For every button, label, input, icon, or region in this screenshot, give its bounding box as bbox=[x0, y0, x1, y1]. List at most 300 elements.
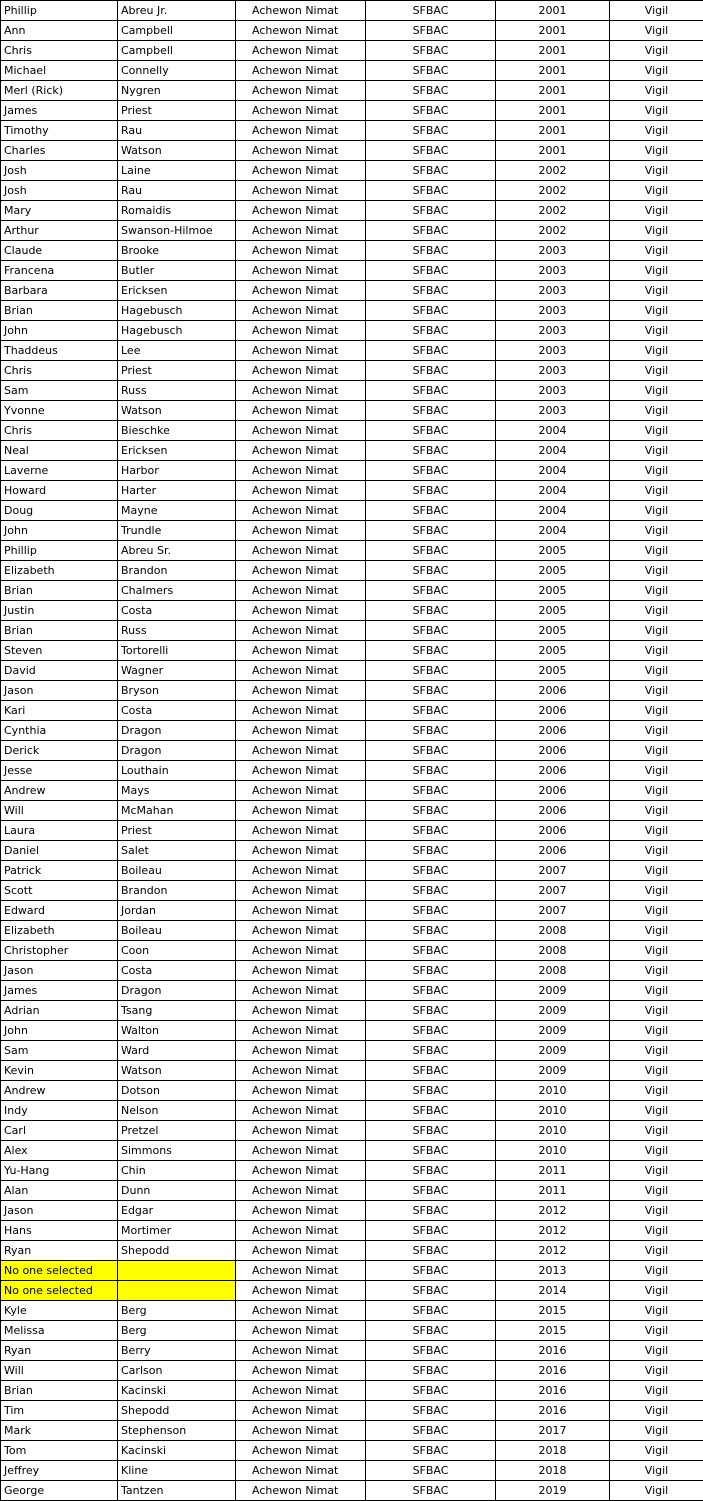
last-name-cell: Harbor bbox=[118, 461, 236, 481]
council-cell: SFBAC bbox=[366, 1461, 496, 1481]
honor-cell: Vigil bbox=[610, 1001, 703, 1021]
first-name-cell: Thaddeus bbox=[1, 341, 118, 361]
council-cell: SFBAC bbox=[366, 721, 496, 741]
table-row bbox=[1, 761, 703, 781]
first-name-cell: David bbox=[1, 661, 118, 681]
first-name-cell: Francena bbox=[1, 261, 118, 281]
first-name-cell: Sam bbox=[1, 381, 118, 401]
honor-cell: Vigil bbox=[610, 21, 703, 41]
table-row bbox=[1, 1241, 703, 1261]
year-cell: 2003 bbox=[496, 241, 610, 261]
first-name-cell: Chris bbox=[1, 41, 118, 61]
table-row bbox=[1, 1301, 703, 1321]
first-name-cell: Adrian bbox=[1, 1001, 118, 1021]
table-row bbox=[1, 1341, 703, 1361]
year-cell: 2004 bbox=[496, 521, 610, 541]
council-cell: SFBAC bbox=[366, 281, 496, 301]
council-cell: SFBAC bbox=[366, 1221, 496, 1241]
table-row bbox=[1, 1, 703, 21]
first-name-cell: Laverne bbox=[1, 461, 118, 481]
honor-cell: Vigil bbox=[610, 301, 703, 321]
council-cell: SFBAC bbox=[366, 141, 496, 161]
last-name-cell: Dotson bbox=[118, 1081, 236, 1101]
year-cell: 2006 bbox=[496, 701, 610, 721]
year-cell: 2002 bbox=[496, 221, 610, 241]
last-name-cell: Boileau bbox=[118, 861, 236, 881]
council-cell: SFBAC bbox=[366, 101, 496, 121]
table-row bbox=[1, 661, 703, 681]
table-row bbox=[1, 1261, 703, 1281]
honor-cell: Vigil bbox=[610, 561, 703, 581]
lodge-cell: Achewon Nimat bbox=[236, 321, 366, 341]
last-name-cell: Chin bbox=[118, 1161, 236, 1181]
council-cell: SFBAC bbox=[366, 941, 496, 961]
last-name-cell: Berg bbox=[118, 1321, 236, 1341]
council-cell: SFBAC bbox=[366, 1381, 496, 1401]
table-row bbox=[1, 1221, 703, 1241]
table-row bbox=[1, 61, 703, 81]
table-row bbox=[1, 1441, 703, 1461]
year-cell: 2006 bbox=[496, 841, 610, 861]
last-name-cell: Russ bbox=[118, 381, 236, 401]
first-name-cell: Brian bbox=[1, 1381, 118, 1401]
lodge-cell: Achewon Nimat bbox=[236, 281, 366, 301]
last-name-cell: Brooke bbox=[118, 241, 236, 261]
honor-cell: Vigil bbox=[610, 361, 703, 381]
last-name-cell: Rau bbox=[118, 181, 236, 201]
last-name-cell: Shepodd bbox=[118, 1241, 236, 1261]
table-row bbox=[1, 641, 703, 661]
last-name-cell: Tsang bbox=[118, 1001, 236, 1021]
year-cell: 2006 bbox=[496, 761, 610, 781]
lodge-cell: Achewon Nimat bbox=[236, 141, 366, 161]
year-cell: 2001 bbox=[496, 101, 610, 121]
table-row bbox=[1, 581, 703, 601]
year-cell: 2001 bbox=[496, 141, 610, 161]
last-name-cell: Wagner bbox=[118, 661, 236, 681]
year-cell: 2004 bbox=[496, 461, 610, 481]
table-row bbox=[1, 261, 703, 281]
last-name-cell: Salet bbox=[118, 841, 236, 861]
council-cell: SFBAC bbox=[366, 961, 496, 981]
lodge-cell: Achewon Nimat bbox=[236, 1321, 366, 1341]
table-row bbox=[1, 1001, 703, 1021]
year-cell: 2005 bbox=[496, 641, 610, 661]
first-name-cell: Arthur bbox=[1, 221, 118, 241]
last-name-cell: Berg bbox=[118, 1301, 236, 1321]
year-cell: 2015 bbox=[496, 1301, 610, 1321]
year-cell: 2009 bbox=[496, 981, 610, 1001]
honor-cell: Vigil bbox=[610, 261, 703, 281]
first-name-cell: James bbox=[1, 981, 118, 1001]
last-name-cell bbox=[118, 1261, 236, 1281]
last-name-cell: Stephenson bbox=[118, 1421, 236, 1441]
last-name-cell: Trundle bbox=[118, 521, 236, 541]
first-name-cell: John bbox=[1, 321, 118, 341]
last-name-cell: Louthain bbox=[118, 761, 236, 781]
first-name-cell: Jesse bbox=[1, 761, 118, 781]
honor-cell: Vigil bbox=[610, 1441, 703, 1461]
council-cell: SFBAC bbox=[366, 841, 496, 861]
year-cell: 2004 bbox=[496, 421, 610, 441]
last-name-cell: Brandon bbox=[118, 881, 236, 901]
year-cell: 2010 bbox=[496, 1141, 610, 1161]
lodge-cell: Achewon Nimat bbox=[236, 961, 366, 981]
lodge-cell: Achewon Nimat bbox=[236, 1181, 366, 1201]
lodge-cell: Achewon Nimat bbox=[236, 1481, 366, 1501]
first-name-cell: Yu-Hang bbox=[1, 1161, 118, 1181]
honor-cell: Vigil bbox=[610, 181, 703, 201]
last-name-cell: Laine bbox=[118, 161, 236, 181]
first-name-cell: Andrew bbox=[1, 1081, 118, 1101]
first-name-cell: Michael bbox=[1, 61, 118, 81]
year-cell: 2004 bbox=[496, 501, 610, 521]
honor-cell: Vigil bbox=[610, 161, 703, 181]
council-cell: SFBAC bbox=[366, 881, 496, 901]
year-cell: 2013 bbox=[496, 1261, 610, 1281]
year-cell: 2005 bbox=[496, 601, 610, 621]
honor-cell: Vigil bbox=[610, 661, 703, 681]
council-cell: SFBAC bbox=[366, 161, 496, 181]
table-row bbox=[1, 1321, 703, 1341]
first-name-cell: Mary bbox=[1, 201, 118, 221]
lodge-cell: Achewon Nimat bbox=[236, 61, 366, 81]
lodge-cell: Achewon Nimat bbox=[236, 21, 366, 41]
year-cell: 2011 bbox=[496, 1181, 610, 1201]
lodge-cell: Achewon Nimat bbox=[236, 941, 366, 961]
lodge-cell: Achewon Nimat bbox=[236, 1201, 366, 1221]
last-name-cell: Campbell bbox=[118, 21, 236, 41]
table-row bbox=[1, 861, 703, 881]
first-name-cell: Brian bbox=[1, 301, 118, 321]
year-cell: 2009 bbox=[496, 1021, 610, 1041]
honor-cell: Vigil bbox=[610, 921, 703, 941]
council-cell: SFBAC bbox=[366, 321, 496, 341]
council-cell: SFBAC bbox=[366, 1341, 496, 1361]
table-row bbox=[1, 901, 703, 921]
table-row bbox=[1, 601, 703, 621]
year-cell: 2005 bbox=[496, 621, 610, 641]
lodge-cell: Achewon Nimat bbox=[236, 1241, 366, 1261]
table-row bbox=[1, 921, 703, 941]
first-name-cell: Claude bbox=[1, 241, 118, 261]
table-row bbox=[1, 501, 703, 521]
table-row bbox=[1, 1461, 703, 1481]
honor-cell: Vigil bbox=[610, 1341, 703, 1361]
lodge-cell: Achewon Nimat bbox=[236, 821, 366, 841]
council-cell: SFBAC bbox=[366, 1261, 496, 1281]
honor-cell: Vigil bbox=[610, 41, 703, 61]
last-name-cell: Harter bbox=[118, 481, 236, 501]
table-row bbox=[1, 1141, 703, 1161]
honor-cell: Vigil bbox=[610, 741, 703, 761]
honor-cell: Vigil bbox=[610, 121, 703, 141]
honor-cell: Vigil bbox=[610, 1361, 703, 1381]
council-cell: SFBAC bbox=[366, 981, 496, 1001]
table-row bbox=[1, 21, 703, 41]
lodge-cell: Achewon Nimat bbox=[236, 1401, 366, 1421]
council-cell: SFBAC bbox=[366, 1241, 496, 1261]
lodge-cell: Achewon Nimat bbox=[236, 861, 366, 881]
last-name-cell: Butler bbox=[118, 261, 236, 281]
council-cell: SFBAC bbox=[366, 421, 496, 441]
table-row bbox=[1, 321, 703, 341]
council-cell: SFBAC bbox=[366, 1021, 496, 1041]
first-name-cell: James bbox=[1, 101, 118, 121]
council-cell: SFBAC bbox=[366, 601, 496, 621]
table-row bbox=[1, 101, 703, 121]
council-cell: SFBAC bbox=[366, 1041, 496, 1061]
honor-cell: Vigil bbox=[610, 681, 703, 701]
council-cell: SFBAC bbox=[366, 1181, 496, 1201]
first-name-cell: Will bbox=[1, 801, 118, 821]
first-name-cell: Brian bbox=[1, 581, 118, 601]
lodge-cell: Achewon Nimat bbox=[236, 1141, 366, 1161]
first-name-cell: Josh bbox=[1, 161, 118, 181]
honor-cell: Vigil bbox=[610, 1, 703, 21]
last-name-cell: Watson bbox=[118, 1061, 236, 1081]
lodge-cell: Achewon Nimat bbox=[236, 241, 366, 261]
first-name-cell: George bbox=[1, 1481, 118, 1501]
honor-cell: Vigil bbox=[610, 961, 703, 981]
lodge-cell: Achewon Nimat bbox=[236, 881, 366, 901]
first-name-cell: Kari bbox=[1, 701, 118, 721]
lodge-cell: Achewon Nimat bbox=[236, 161, 366, 181]
honor-cell: Vigil bbox=[610, 61, 703, 81]
table-row bbox=[1, 281, 703, 301]
year-cell: 2008 bbox=[496, 941, 610, 961]
council-cell: SFBAC bbox=[366, 1441, 496, 1461]
table-row bbox=[1, 241, 703, 261]
honor-cell: Vigil bbox=[610, 241, 703, 261]
last-name-cell: Abreu Sr. bbox=[118, 541, 236, 561]
first-name-cell: Justin bbox=[1, 601, 118, 621]
last-name-cell: Pretzel bbox=[118, 1121, 236, 1141]
year-cell: 2018 bbox=[496, 1461, 610, 1481]
council-cell: SFBAC bbox=[366, 361, 496, 381]
last-name-cell: Abreu Jr. bbox=[118, 1, 236, 21]
year-cell: 2005 bbox=[496, 581, 610, 601]
year-cell: 2001 bbox=[496, 61, 610, 81]
year-cell: 2010 bbox=[496, 1101, 610, 1121]
last-name-cell: Watson bbox=[118, 401, 236, 421]
lodge-cell: Achewon Nimat bbox=[236, 1381, 366, 1401]
table-row bbox=[1, 421, 703, 441]
last-name-cell: Costa bbox=[118, 961, 236, 981]
council-cell: SFBAC bbox=[366, 81, 496, 101]
table-row bbox=[1, 401, 703, 421]
council-cell: SFBAC bbox=[366, 761, 496, 781]
year-cell: 2005 bbox=[496, 661, 610, 681]
first-name-cell: Brian bbox=[1, 621, 118, 641]
council-cell: SFBAC bbox=[366, 341, 496, 361]
table-row bbox=[1, 141, 703, 161]
honor-cell: Vigil bbox=[610, 701, 703, 721]
table-row bbox=[1, 1201, 703, 1221]
honor-cell: Vigil bbox=[610, 341, 703, 361]
lodge-cell: Achewon Nimat bbox=[236, 41, 366, 61]
council-cell: SFBAC bbox=[366, 301, 496, 321]
lodge-cell: Achewon Nimat bbox=[236, 261, 366, 281]
first-name-cell: Alan bbox=[1, 1181, 118, 1201]
lodge-cell: Achewon Nimat bbox=[236, 1041, 366, 1061]
council-cell: SFBAC bbox=[366, 701, 496, 721]
table-row bbox=[1, 41, 703, 61]
honor-cell: Vigil bbox=[610, 1141, 703, 1161]
council-cell: SFBAC bbox=[366, 1101, 496, 1121]
year-cell: 2006 bbox=[496, 821, 610, 841]
council-cell: SFBAC bbox=[366, 381, 496, 401]
last-name-cell: Watson bbox=[118, 141, 236, 161]
table-row bbox=[1, 341, 703, 361]
first-name-cell: Kevin bbox=[1, 1061, 118, 1081]
table-row bbox=[1, 1021, 703, 1041]
council-cell: SFBAC bbox=[366, 581, 496, 601]
first-name-cell: Kyle bbox=[1, 1301, 118, 1321]
table-row bbox=[1, 1121, 703, 1141]
council-cell: SFBAC bbox=[366, 901, 496, 921]
last-name-cell: Priest bbox=[118, 821, 236, 841]
lodge-cell: Achewon Nimat bbox=[236, 1441, 366, 1461]
council-cell: SFBAC bbox=[366, 621, 496, 641]
council-cell: SFBAC bbox=[366, 461, 496, 481]
council-cell: SFBAC bbox=[366, 641, 496, 661]
council-cell: SFBAC bbox=[366, 1481, 496, 1501]
honor-cell: Vigil bbox=[610, 601, 703, 621]
lodge-cell: Achewon Nimat bbox=[236, 621, 366, 641]
lodge-cell: Achewon Nimat bbox=[236, 401, 366, 421]
table-row bbox=[1, 1101, 703, 1121]
first-name-cell: Phillip bbox=[1, 541, 118, 561]
lodge-cell: Achewon Nimat bbox=[236, 1001, 366, 1021]
first-name-cell: Tom bbox=[1, 1441, 118, 1461]
council-cell: SFBAC bbox=[366, 1141, 496, 1161]
year-cell: 2008 bbox=[496, 921, 610, 941]
council-cell: SFBAC bbox=[366, 181, 496, 201]
first-name-cell: Steven bbox=[1, 641, 118, 661]
last-name-cell: Dragon bbox=[118, 981, 236, 1001]
council-cell: SFBAC bbox=[366, 1001, 496, 1021]
lodge-cell: Achewon Nimat bbox=[236, 81, 366, 101]
year-cell: 2016 bbox=[496, 1381, 610, 1401]
last-name-cell: Mays bbox=[118, 781, 236, 801]
table-row bbox=[1, 181, 703, 201]
honor-cell: Vigil bbox=[610, 421, 703, 441]
council-cell: SFBAC bbox=[366, 501, 496, 521]
honor-cell: Vigil bbox=[610, 221, 703, 241]
first-name-cell: Jason bbox=[1, 681, 118, 701]
first-name-cell: Cynthia bbox=[1, 721, 118, 741]
honor-cell: Vigil bbox=[610, 781, 703, 801]
last-name-cell: Chalmers bbox=[118, 581, 236, 601]
table-row bbox=[1, 621, 703, 641]
honor-cell: Vigil bbox=[610, 1301, 703, 1321]
council-cell: SFBAC bbox=[366, 681, 496, 701]
first-name-cell: Barbara bbox=[1, 281, 118, 301]
honor-cell: Vigil bbox=[610, 1321, 703, 1341]
honor-cell: Vigil bbox=[610, 321, 703, 341]
honor-cell: Vigil bbox=[610, 801, 703, 821]
council-cell: SFBAC bbox=[366, 441, 496, 461]
table-row bbox=[1, 541, 703, 561]
last-name-cell: Brandon bbox=[118, 561, 236, 581]
year-cell: 2003 bbox=[496, 381, 610, 401]
honor-cell: Vigil bbox=[610, 641, 703, 661]
table-body bbox=[1, 1, 703, 1501]
year-cell: 2009 bbox=[496, 1061, 610, 1081]
year-cell: 2018 bbox=[496, 1441, 610, 1461]
honor-cell: Vigil bbox=[610, 1061, 703, 1081]
honor-cell: Vigil bbox=[610, 441, 703, 461]
honor-cell: Vigil bbox=[610, 281, 703, 301]
lodge-cell: Achewon Nimat bbox=[236, 1081, 366, 1101]
year-cell: 2019 bbox=[496, 1481, 610, 1501]
council-cell: SFBAC bbox=[366, 1281, 496, 1301]
last-name-cell: Costa bbox=[118, 701, 236, 721]
council-cell: SFBAC bbox=[366, 781, 496, 801]
last-name-cell: Lee bbox=[118, 341, 236, 361]
honor-cell: Vigil bbox=[610, 101, 703, 121]
honor-cell: Vigil bbox=[610, 1121, 703, 1141]
lodge-cell: Achewon Nimat bbox=[236, 341, 366, 361]
year-cell: 2011 bbox=[496, 1161, 610, 1181]
lodge-cell: Achewon Nimat bbox=[236, 901, 366, 921]
first-name-cell: John bbox=[1, 1021, 118, 1041]
honor-cell: Vigil bbox=[610, 381, 703, 401]
table-row bbox=[1, 821, 703, 841]
lodge-cell: Achewon Nimat bbox=[236, 1361, 366, 1381]
year-cell: 2003 bbox=[496, 401, 610, 421]
first-name-cell: Chris bbox=[1, 421, 118, 441]
year-cell: 2014 bbox=[496, 1281, 610, 1301]
honor-cell: Vigil bbox=[610, 461, 703, 481]
council-cell: SFBAC bbox=[366, 661, 496, 681]
lodge-cell: Achewon Nimat bbox=[236, 121, 366, 141]
lodge-cell: Achewon Nimat bbox=[236, 481, 366, 501]
last-name-cell: Hagebusch bbox=[118, 301, 236, 321]
last-name-cell: Bryson bbox=[118, 681, 236, 701]
year-cell: 2006 bbox=[496, 721, 610, 741]
last-name-cell: Priest bbox=[118, 101, 236, 121]
first-name-cell: Ryan bbox=[1, 1341, 118, 1361]
table-row bbox=[1, 701, 703, 721]
council-cell: SFBAC bbox=[366, 1321, 496, 1341]
lodge-cell: Achewon Nimat bbox=[236, 1461, 366, 1481]
table-row bbox=[1, 121, 703, 141]
honor-cell: Vigil bbox=[610, 1261, 703, 1281]
honor-cell: Vigil bbox=[610, 141, 703, 161]
first-name-cell: Neal bbox=[1, 441, 118, 461]
last-name-cell: Carlson bbox=[118, 1361, 236, 1381]
first-name-cell: Andrew bbox=[1, 781, 118, 801]
council-cell: SFBAC bbox=[366, 561, 496, 581]
council-cell: SFBAC bbox=[366, 1061, 496, 1081]
council-cell: SFBAC bbox=[366, 61, 496, 81]
year-cell: 2009 bbox=[496, 1001, 610, 1021]
first-name-cell: Will bbox=[1, 1361, 118, 1381]
lodge-cell: Achewon Nimat bbox=[236, 541, 366, 561]
council-cell: SFBAC bbox=[366, 121, 496, 141]
honor-cell: Vigil bbox=[610, 941, 703, 961]
year-cell: 2003 bbox=[496, 361, 610, 381]
last-name-cell: Kacinski bbox=[118, 1381, 236, 1401]
last-name-cell: Mortimer bbox=[118, 1221, 236, 1241]
council-cell: SFBAC bbox=[366, 541, 496, 561]
last-name-cell: Dragon bbox=[118, 721, 236, 741]
first-name-cell: Mark bbox=[1, 1421, 118, 1441]
year-cell: 2006 bbox=[496, 741, 610, 761]
year-cell: 2003 bbox=[496, 341, 610, 361]
